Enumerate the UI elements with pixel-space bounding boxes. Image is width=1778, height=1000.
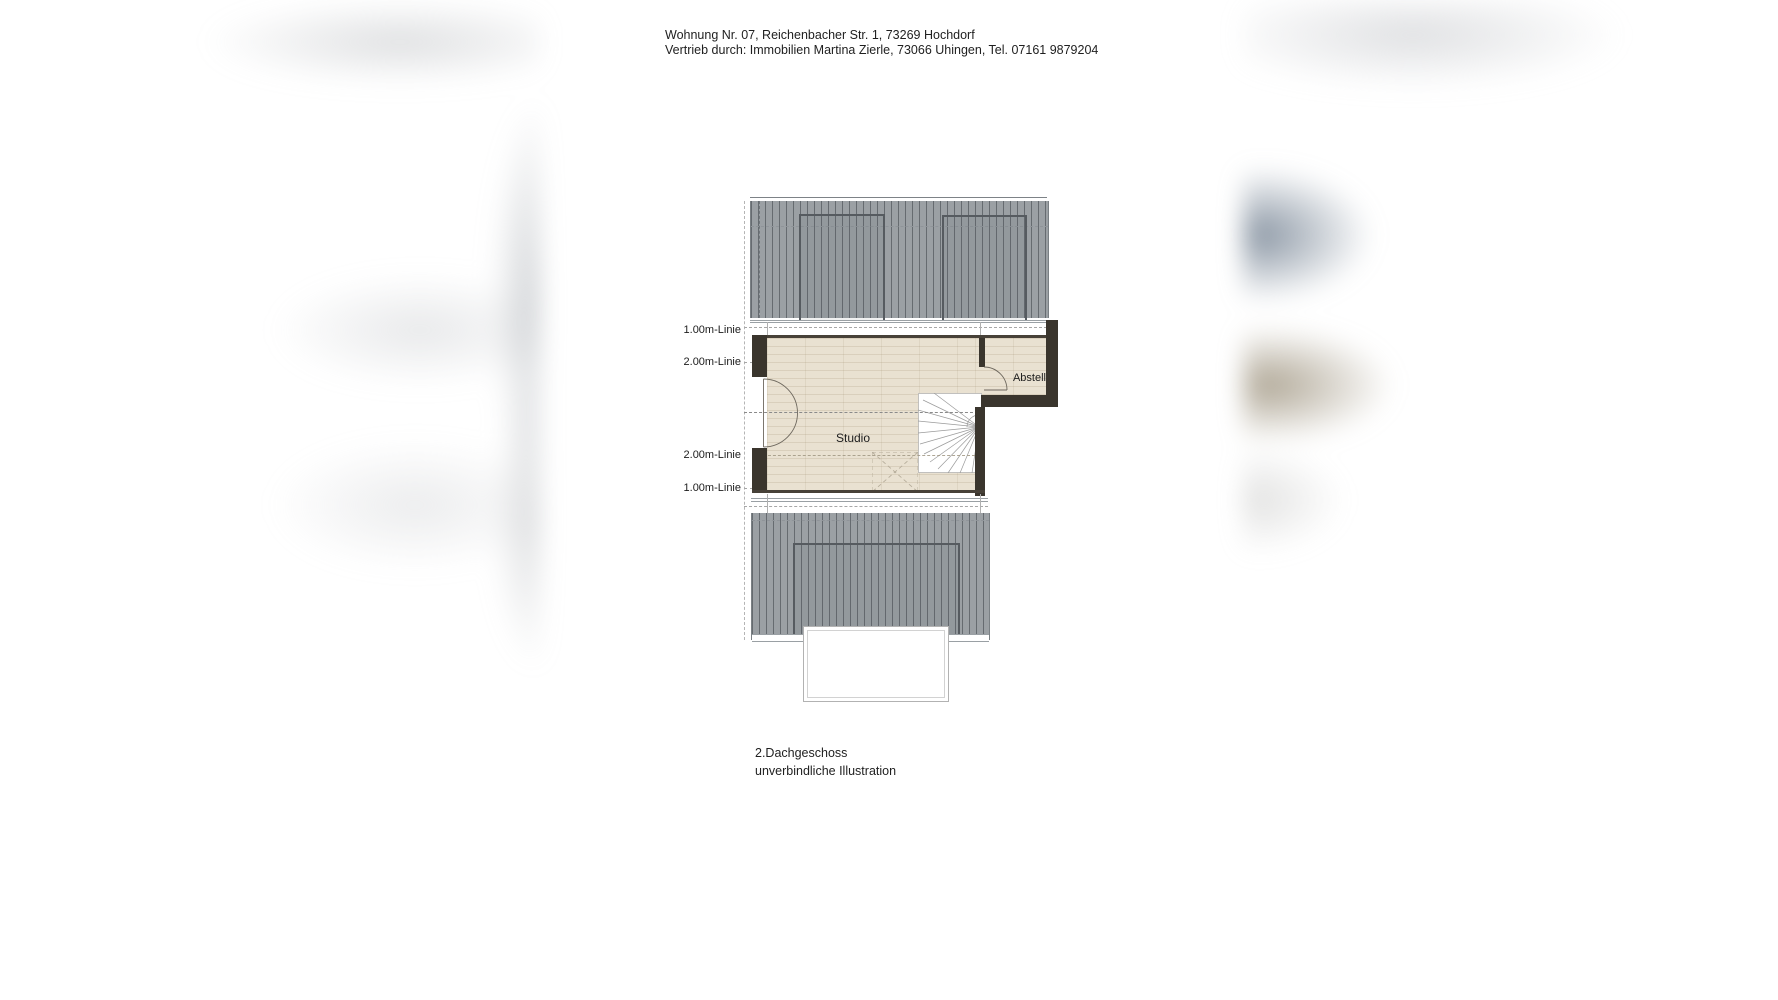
dormer-outline-right: [942, 215, 1027, 320]
terrace-outline: [803, 626, 949, 702]
left-blur-bar: [0, 0, 540, 1000]
wall-tick: [980, 322, 981, 335]
roof-dashed-vertical: [759, 201, 760, 318]
eave-strip-right: [946, 634, 989, 642]
bottom-roof: [751, 513, 990, 640]
winder-stairs: [918, 393, 982, 473]
measure-label-2m-top: 2.00m-Linie: [683, 356, 741, 368]
floor-bottom-edge: [752, 490, 985, 493]
right-wall-upper: [1046, 320, 1058, 395]
room-label-abstell: Abstell: [1012, 372, 1046, 384]
two-meter-dashed-line-bottom: [753, 455, 975, 456]
abstell-divider-wall: [979, 338, 985, 367]
footer-floor-name: 2.Dachgeschoss: [755, 746, 848, 760]
measure-label-2m-bottom: 2.00m-Linie: [683, 449, 741, 461]
floor-opening-x-marker: [872, 452, 918, 492]
eave-line: [751, 501, 988, 502]
right-wall-lower: [975, 407, 985, 496]
eave-strip-left: [752, 634, 804, 642]
left-wall-upper: [752, 335, 767, 377]
top-roof: [750, 201, 1049, 318]
one-meter-dashed-line-bottom: [744, 506, 988, 507]
wall-tick: [767, 322, 768, 335]
abstell-bottom-wall: [981, 395, 1058, 407]
wall-tick: [980, 494, 981, 513]
double-door-swing: [752, 375, 802, 455]
measure-label-1m-top: 1.00m-Linie: [683, 324, 741, 336]
header-address-line: Wohnung Nr. 07, Reichenbacher Str. 1, 73269 Hochdorf: [665, 28, 975, 42]
one-meter-dashed-line-top: [744, 327, 1047, 328]
dormer-outline-left: [799, 214, 885, 320]
header-vendor-line: Vertrieb durch: Immobilien Martina Zierle, 73066 Uhingen, Tel. 07161 9879204: [665, 43, 1099, 57]
eave-line: [750, 322, 1047, 323]
eave-line: [750, 320, 1047, 321]
room-label-studio: Studio: [835, 431, 871, 445]
plan-boundary-dashed-line: [744, 201, 745, 640]
terrace-inner-outline: [807, 630, 945, 698]
footer-disclaimer: unverbindliche Illustration: [755, 764, 897, 778]
wall-tick: [767, 494, 768, 513]
right-blur-bar: [1243, 0, 1778, 1000]
roof-dashed-line: [752, 520, 989, 521]
eave-line: [751, 498, 988, 499]
measure-label-1m-bottom: 1.00m-Linie: [683, 482, 741, 494]
